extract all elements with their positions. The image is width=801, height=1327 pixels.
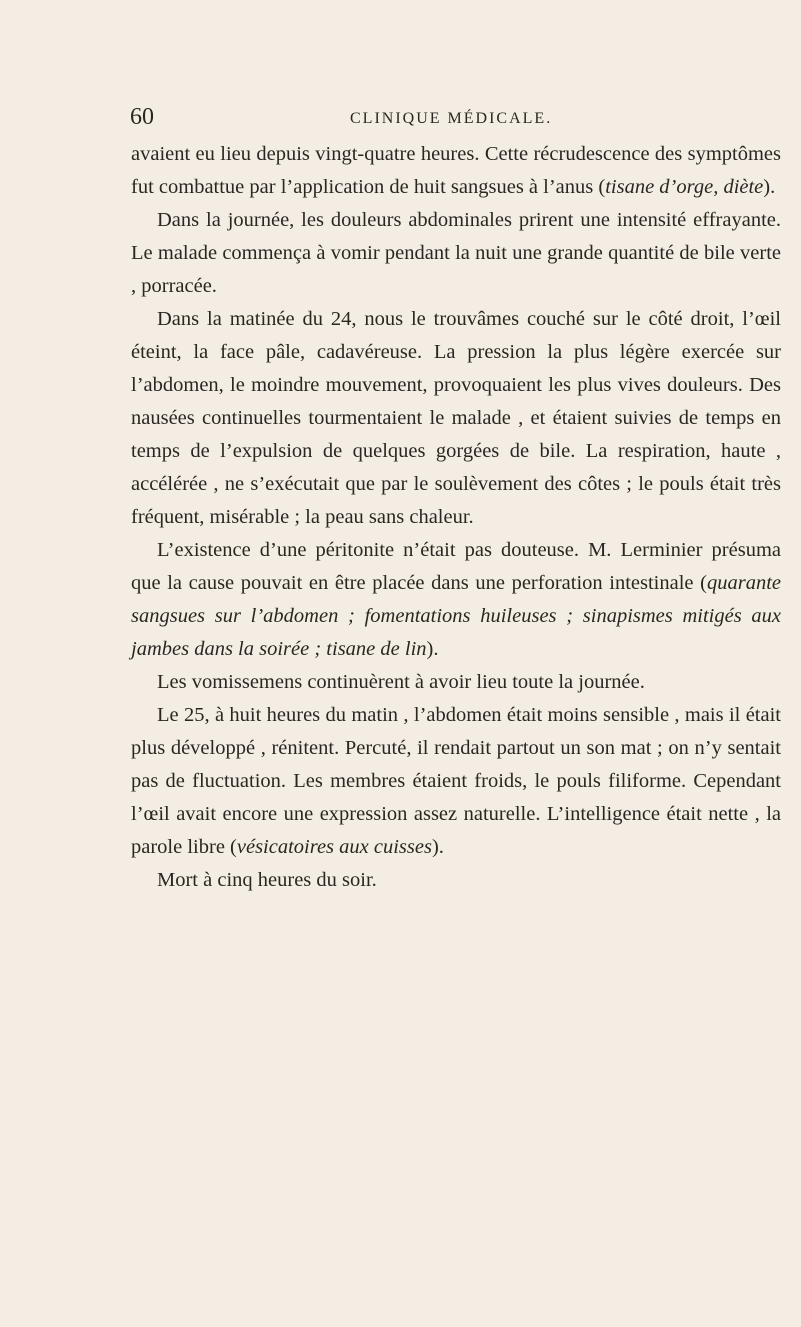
text-span: ). — [431, 836, 444, 858]
paragraph — [131, 666, 781, 699]
paragraph — [131, 534, 781, 666]
paragraph — [131, 303, 781, 534]
italic-span: tisane d’orge, diète — [605, 176, 764, 198]
text-span: ). — [763, 176, 776, 198]
italic-span: vésicatoires aux cuisses — [236, 836, 432, 858]
text-span: Mort à cinq heures du soir. — [157, 869, 377, 891]
italic-span: quarante sangsues sur l’abdomen ; fomentations huileuses ; sinapismes mitigés aux jambes dans la soirée ; tisane de lin — [131, 572, 781, 660]
page-number: 60 — [130, 104, 154, 130]
text-span: Dans la journée, les douleurs abdominales prirent une intensité effrayante. Le malade commença à vomir pendant la nuit une grande quantité de bile verte , porracée. — [131, 209, 781, 297]
text-span: Le 25, à huit heures du matin , l’abdomen était moins sensible , mais il était plus développé , rénitent. Percuté, il rendait partout un son mat ; on n’y sentait pas de fluctuation. Les membres étaient froids, le pouls filiforme. Cependant l’œil avait encore une expression assez naturelle. L’intelligence était nette , la parole libre ( — [131, 704, 781, 858]
page-header — [130, 104, 690, 134]
paragraph — [131, 699, 781, 864]
paragraph — [131, 864, 781, 897]
paragraph — [131, 138, 781, 204]
text-span: L’existence d’une péritonite n’était pas douteuse. M. Lerminier présuma que la cause pouvait en être placée dans une perforation intestinale ( — [131, 539, 781, 594]
body-text — [131, 138, 781, 897]
text-span: Dans la matinée du 24, nous le trouvâmes couché sur le côté droit, l’œil éteint, la face pâle, cadavéreuse. La pression la plus légère exercée sur l’abdomen, le moindre mouvement, provoquaient les plus vives douleurs. Des nausées continuelles tourmentaient le malade , et étaient suivies de temps en temps de l’expulsion de quelques gorgées de bile. La respiration, haute , accélérée , ne s’exécutait que par le soulèvement des côtes ; le pouls était très fréquent, misérable ; la peau sans chaleur. — [131, 308, 781, 528]
paragraph — [131, 204, 781, 303]
text-span: ). — [426, 638, 439, 660]
text-span: Les vomissemens continuèrent à avoir lieu toute la journée. — [157, 671, 645, 693]
running-head: CLINIQUE MÉDICALE. — [350, 110, 553, 127]
text-span: avaient eu lieu depuis vingt-quatre heures. Cette récrudescence des symptômes fut combattue par l’application de huit sangsues à l’anus ( — [131, 143, 781, 198]
